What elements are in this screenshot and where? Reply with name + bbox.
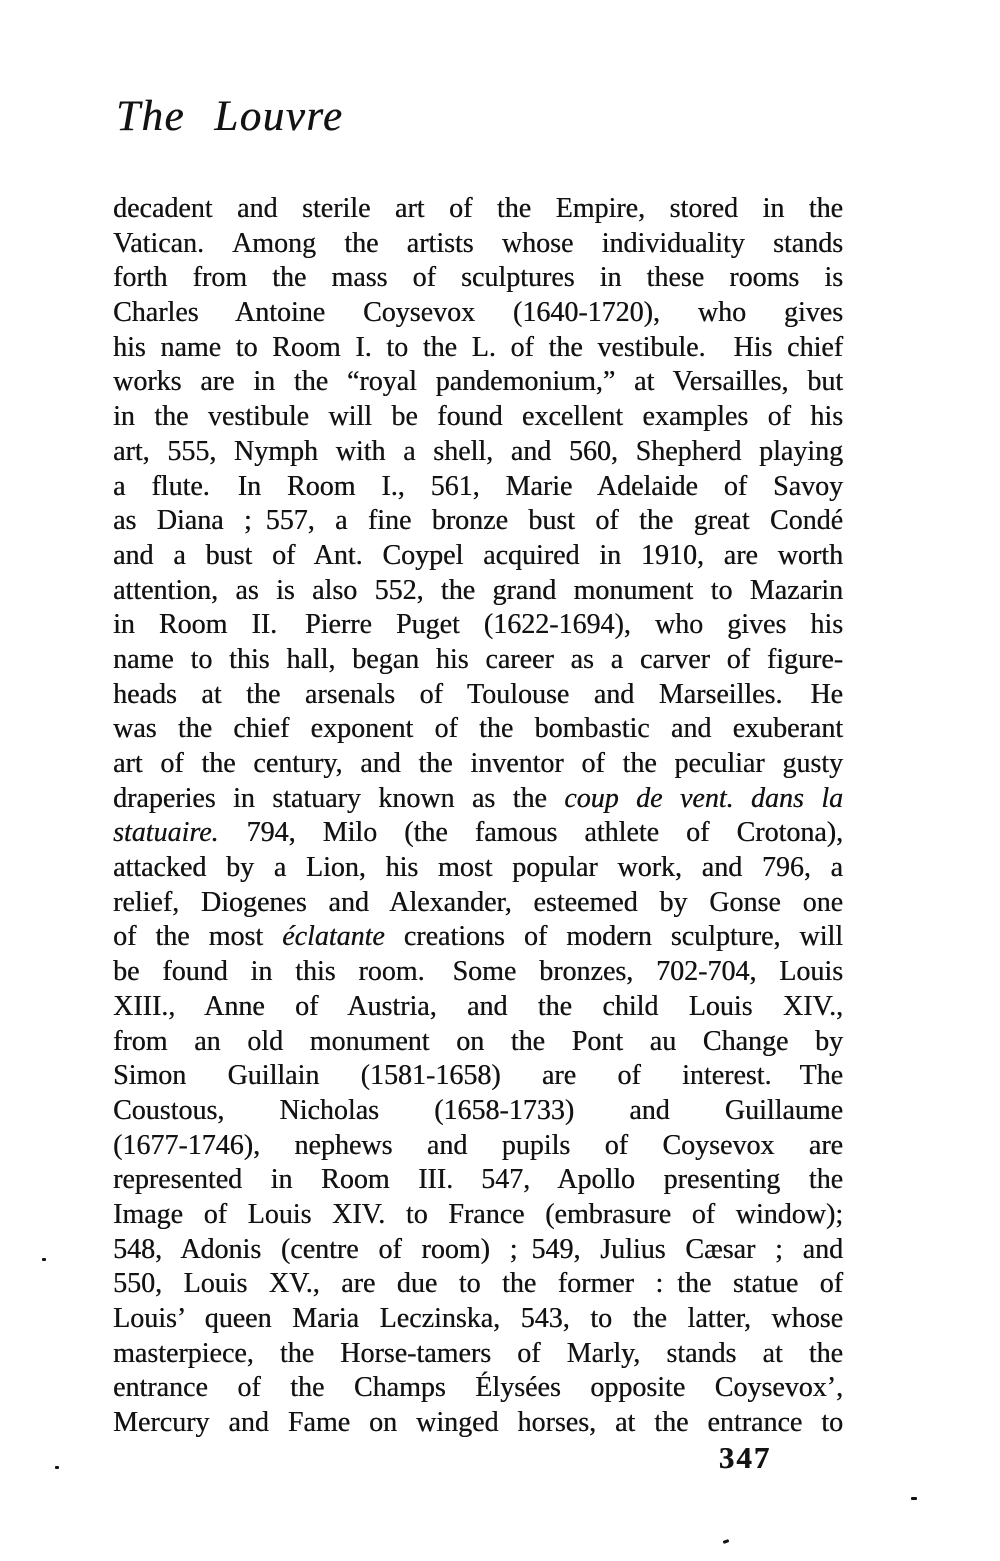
text-run: heads at the arsenals of Toulouse and Marseilles. He	[113, 678, 843, 710]
text-run: Mercury and Fame on winged horses, at the entrance to	[113, 1407, 843, 1439]
text-line	[113, 782, 843, 817]
text-run: Vatican. Among the artists whose individuality stands	[113, 227, 843, 259]
text-run: a flute. In Room I., 561, Marie Adelaide of Savoy	[113, 470, 843, 502]
text-run: forth from the mass of sculptures in these rooms is	[113, 262, 843, 294]
text-run: of the most	[113, 921, 283, 953]
text-run: XIII., Anne of Austria, and the child Louis XIV.,	[113, 990, 843, 1022]
scan-speck	[42, 1258, 46, 1261]
text-line	[113, 1198, 843, 1233]
text-line	[113, 920, 843, 955]
text-line	[113, 1059, 843, 1094]
text-line	[113, 955, 843, 990]
text-line	[113, 331, 843, 366]
text-line	[113, 1371, 843, 1406]
scan-speck	[911, 1497, 917, 1500]
text-line	[113, 816, 843, 851]
text-run: 550, Louis XV., are due to the former : the statue of	[113, 1268, 843, 1300]
text-line	[113, 400, 843, 435]
text-run: relief, Diogenes and Alexander, esteemed by Gonse one	[113, 886, 843, 918]
text-line	[113, 1337, 843, 1372]
text-line	[113, 192, 843, 227]
text-line	[113, 435, 843, 470]
text-run: 794, Milo (the famous athlete of Crotona),	[218, 817, 843, 849]
text-line	[113, 1302, 843, 1337]
italic-phrase: éclatante	[282, 921, 385, 953]
text-line	[113, 504, 843, 539]
text-run: represented in Room III. 547, Apollo presenting the	[113, 1164, 843, 1196]
text-run: art of the century, and the inventor of the peculiar gusty	[113, 748, 843, 779]
text-line	[113, 643, 843, 678]
text-run: art, 555, Nymph with a shell, and 560, Shepherd playing	[113, 435, 843, 467]
text-line	[113, 1094, 843, 1129]
text-line	[113, 990, 843, 1025]
text-line	[113, 1267, 843, 1302]
text-line	[113, 1233, 843, 1268]
text-run: works are in the “royal pandemonium,” at Versailles, but	[113, 366, 843, 398]
text-line	[113, 712, 843, 747]
text-run: his name to Room I. to the L. of the vestibule. His chief	[113, 331, 843, 363]
text-run: and a bust of Ant. Coypel acquired in 1910, are worth	[113, 539, 843, 571]
text-line	[113, 574, 843, 609]
scan-speck	[55, 1466, 59, 1469]
text-run: Image of Louis XIV. to France (embrasure of window);	[113, 1198, 843, 1230]
text-line	[113, 227, 843, 262]
text-line	[113, 1163, 843, 1198]
italic-phrase: coup de vent. dans la	[564, 782, 843, 814]
body-text	[113, 192, 843, 1441]
text-run: in the vestibule will be found excellent examples of his	[113, 401, 843, 433]
text-line	[113, 1406, 843, 1441]
scan-speck	[723, 1539, 730, 1544]
text-line	[113, 539, 843, 574]
text-run: Coustous, Nicholas (1658-1733) and Guillaume	[113, 1094, 843, 1126]
text-run: Simon Guillain (1581-1658) are of interest. The	[113, 1060, 843, 1092]
text-line	[113, 1129, 843, 1164]
text-line	[113, 1025, 843, 1060]
text-line	[113, 886, 843, 921]
text-line	[113, 365, 843, 400]
text-line	[113, 608, 843, 643]
text-run: masterpiece, the Horse-tamers of Marly, stands at the	[113, 1337, 843, 1369]
text-run: decadent and sterile art of the Empire, stored in the	[113, 193, 843, 224]
text-run: in Room II. Pierre Puget (1622-1694), who gives his	[113, 609, 843, 641]
text-run: attacked by a Lion, his most popular work, and 796, a	[113, 852, 843, 884]
text-run: from an old monument on the Pont au Change by	[113, 1025, 843, 1057]
text-run: as Diana ; 557, a fine bronze bust of the great Condé	[113, 505, 843, 537]
text-run: 548, Adonis (centre of room) ; 549, Julius Cæsar ; and	[113, 1233, 843, 1265]
text-run: draperies in statuary known as the	[113, 782, 565, 814]
text-run: be found in this room. Some bronzes, 702-704, Louis	[113, 956, 843, 988]
text-line	[113, 296, 843, 331]
page-number: 347	[718, 1440, 772, 1475]
text-run: Louis’ queen Maria Leczinska, 543, to the latter, whose	[113, 1303, 843, 1334]
text-line	[113, 851, 843, 886]
page-title: The Louvre	[116, 93, 344, 140]
text-line	[113, 470, 843, 505]
text-line	[113, 678, 843, 713]
text-run: creations of modern sculpture, will	[384, 921, 843, 953]
text-run: was the chief exponent of the bombastic and exuberant	[113, 713, 843, 745]
text-run: attention, as is also 552, the grand monument to Mazarin	[113, 574, 843, 606]
italic-phrase: statuaire.	[113, 817, 219, 849]
text-run: (1677-1746), nephews and pupils of Coysevox are	[113, 1129, 843, 1161]
text-line	[113, 261, 843, 296]
text-run: name to this hall, began his career as a carver of figure-	[113, 643, 843, 675]
text-run: Charles Antoine Coysevox (1640-1720), who gives	[113, 297, 843, 329]
text-line	[113, 747, 843, 782]
text-run: entrance of the Champs Élysées opposite Coysevox’,	[113, 1372, 843, 1404]
